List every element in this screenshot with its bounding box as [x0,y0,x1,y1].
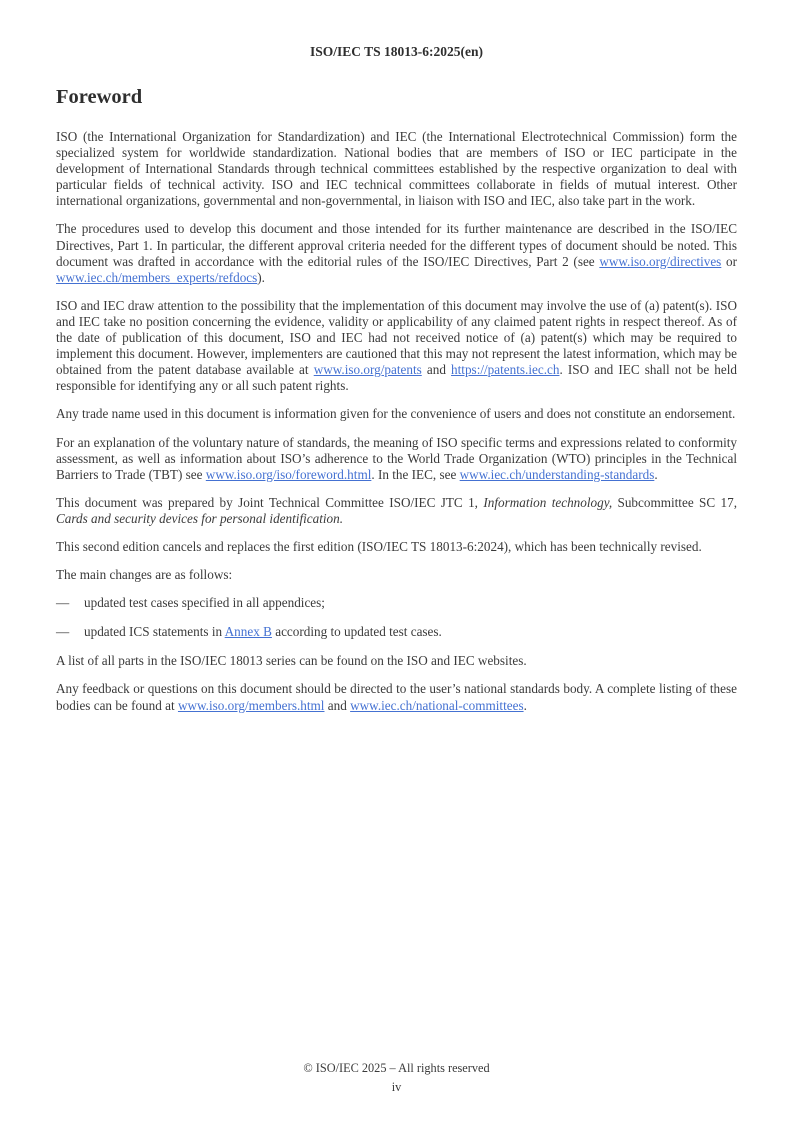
paragraph [56,495,737,527]
hyperlink[interactable]: www.iec.ch/national-committees [350,697,524,713]
hyperlink[interactable]: Annex B [224,624,272,640]
copyright-notice: © ISO/IEC 2025 – All rights reserved [303,1061,490,1075]
text-run: . ISO and IEC shall not be held responsible for identifying any or all such patent rights. [56,362,737,394]
paragraph [56,129,737,209]
page-footer [0,1059,793,1097]
text-run: This second edition cancels and replaces the first edition (ISO/IEC TS 18013-6:2024), which has been technically revised. [56,538,702,554]
hyperlink[interactable]: www.iso.org/members.html [177,697,325,713]
text-run: Subcommittee SC 17, [612,494,737,510]
text-run: updated ICS statements in [84,624,225,640]
text-run: according to updated test cases. [271,624,442,640]
dash-bullet-icon: — [56,595,70,611]
text-run: Any trade name used in this document is information given for the convenience of users and does not constitute an endorsement. [56,406,736,422]
page-title: Foreword [56,86,143,108]
paragraph [56,406,737,422]
paragraph [56,539,737,555]
paragraph [56,298,737,395]
hyperlink[interactable]: https://patents.iec.ch [451,362,560,378]
paragraph [56,681,737,713]
text-run: . [654,466,658,482]
text-run: updated test cases specified in all appendices; [84,595,325,611]
dash-bullet-icon: — [56,624,70,640]
foreword-body [56,129,737,714]
paragraph [56,221,737,285]
list-item [56,595,737,611]
paragraph [56,653,737,669]
hyperlink[interactable]: www.iso.org/patents [313,362,422,378]
text-run: ISO and IEC draw attention to the possibility that the implementation of this document may involve the use of (a) patent(s). ISO and IEC take no position concerning the evidence, validity or applicability of any claimed patent rights in respect thereof. As of the date of publication of this document, ISO and IEC had not received notice of (a) patent(s) which may be required to implement this document. However, implementers are cautioned that this may not represent the latest information, which may be obtained from the patent database available at [56,297,737,378]
hyperlink[interactable]: www.iec.ch/members_experts/refdocs [56,269,258,285]
text-run: . [523,697,527,713]
text-run: . In the IEC, see [371,466,460,482]
hyperlink[interactable]: www.iso.org/iso/foreword.html [205,466,372,482]
text-run: ISO (the International Organization for Standardization) and IEC (the International Electrotechnical Commission) form the specialized system for worldwide standardization. National bodies that are members of ISO or IEC participate in the development of International Standards through technical committees established by the respective organization to deal with particular fields of technical activity. ISO and IEC technical committees collaborate in fields of mutual interest. Other international organizations, governmental and non-governmental, in liaison with ISO and IEC, also take part in the work. [56,129,737,209]
text-run: This document was prepared by Joint Technical Committee ISO/IEC JTC 1, [56,494,484,510]
running-header: ISO/IEC TS 18013-6:2025(en) [309,44,484,59]
text-run: The procedures used to develop this document and those intended for its further maintenance are described in the ISO/IEC Directives, Part 1. In particular, the different approval criteria needed for the different types of document should be noted. This document was drafted in accordance with the editorial rules of the ISO/IEC Directives, Part 2 (see [56,221,737,269]
paragraph [56,435,737,483]
italic-text: Cards and security devices for personal identification. [56,510,344,526]
text-run: For an explanation of the voluntary nature of standards, the meaning of ISO specific terms and expressions related to conformity assessment, as well as information about ISO’s adherence to the World Trade Organization (WTO) principles in the Technical Barriers to Trade (TBT) see [56,434,737,482]
italic-text: Information technology, [483,494,613,510]
text-run: ). [257,269,265,285]
text-run: or [721,253,737,269]
text-run: and [421,362,452,378]
text-run: and [324,697,351,713]
page-number: iv [391,1080,402,1094]
hyperlink[interactable]: www.iso.org/directives [599,253,722,269]
text-run: Any feedback or questions on this document should be directed to the user’s national standards body. A complete listing of these bodies can be found at [56,681,737,713]
hyperlink[interactable]: www.iec.ch/understanding-standards [459,466,655,482]
list-item [56,624,737,640]
paragraph [56,567,737,583]
text-run: The main changes are as follows: [56,567,233,583]
text-run: A list of all parts in the ISO/IEC 18013 series can be found on the ISO and IEC websites. [56,653,527,669]
